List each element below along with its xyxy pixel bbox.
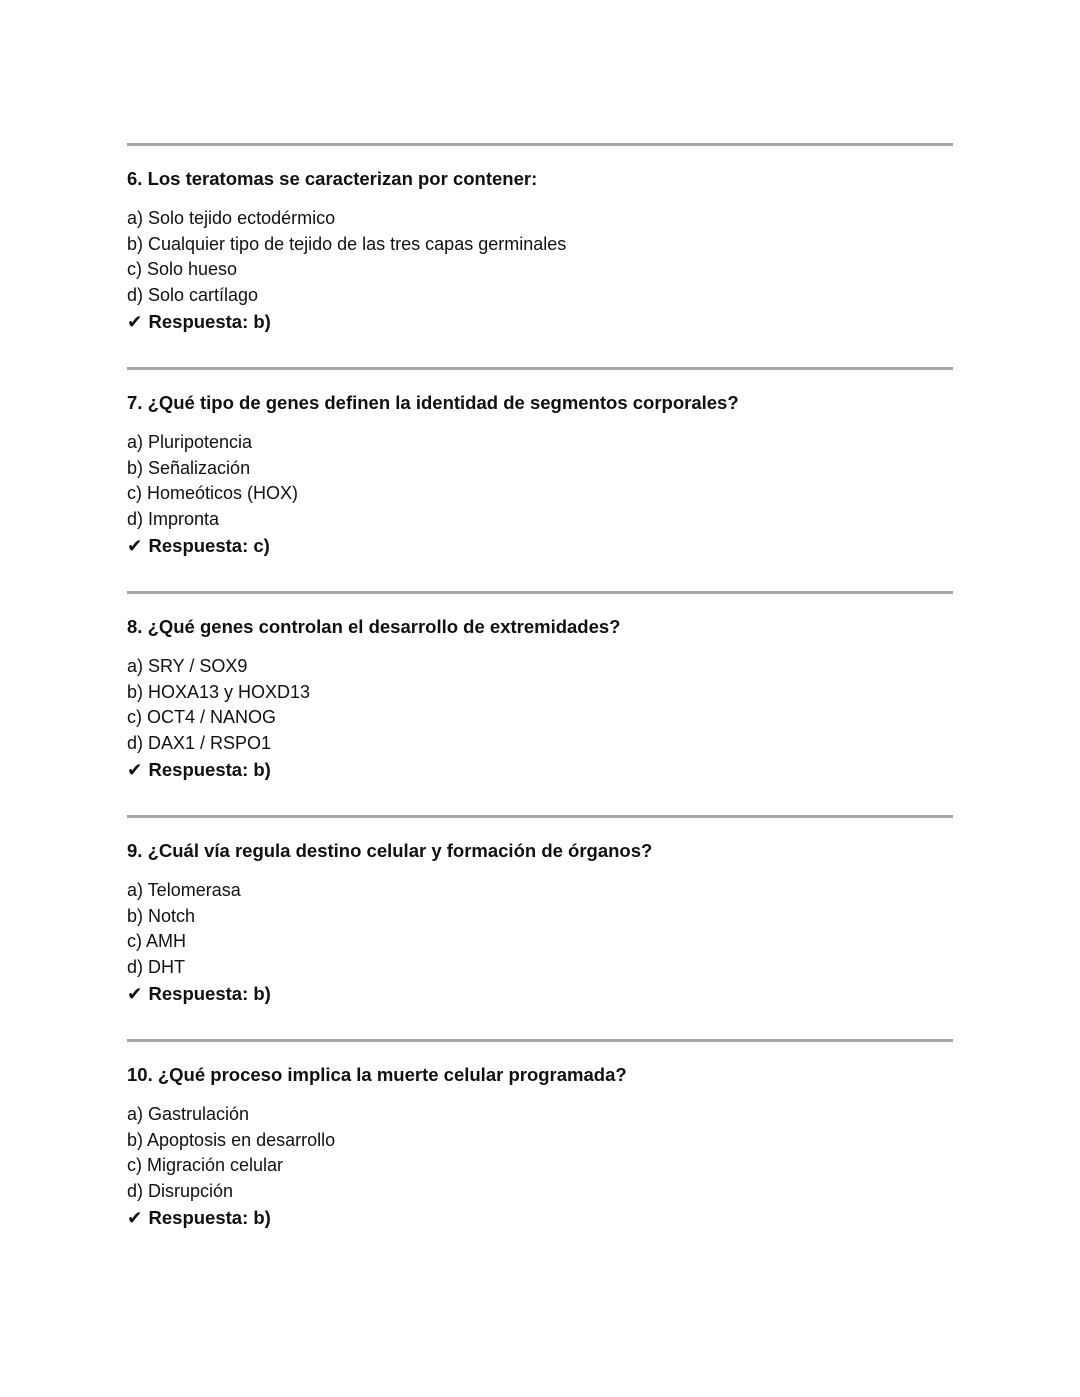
- option-b: b) Apoptosis en desarrollo: [127, 1129, 336, 1150]
- section-divider: [127, 1039, 953, 1042]
- option-d: d) DHT: [127, 956, 185, 977]
- answer-text: Respuesta: c): [148, 535, 270, 556]
- option-c: c) Migración celular: [127, 1155, 284, 1175]
- option-c: c) Solo hueso: [127, 259, 238, 279]
- section-divider: [127, 143, 953, 146]
- question-10: [127, 1039, 953, 1263]
- check-icon: ✔: [127, 760, 143, 781]
- question-title: 9. ¿Cuál vía regula destino celular y formación de órganos?: [127, 840, 653, 861]
- answer-text: Respuesta: b): [148, 759, 271, 780]
- option-a: a) SRY / SOX9: [127, 656, 248, 676]
- options-list: [127, 878, 241, 980]
- answer-line: [127, 534, 270, 559]
- check-icon: ✔: [127, 312, 143, 333]
- option-b: b) Notch: [127, 905, 196, 926]
- options-list: [127, 206, 566, 308]
- section-divider: [127, 591, 953, 594]
- question-title: 8. ¿Qué genes controlan el desarrollo de extremidades?: [127, 616, 621, 637]
- options-list: [127, 430, 298, 532]
- question-8: [127, 591, 953, 815]
- options-list: [127, 654, 310, 756]
- option-d: d) Solo cartílago: [127, 284, 259, 305]
- question-title: 6. Los teratomas se caracterizan por contener:: [127, 168, 538, 189]
- answer-text: Respuesta: b): [148, 1207, 271, 1228]
- quiz-page: [127, 143, 953, 1263]
- option-b: b) Señalización: [127, 457, 251, 478]
- option-b: b) HOXA13 y HOXD13: [127, 681, 311, 702]
- question-title: 7. ¿Qué tipo de genes definen la identidad de segmentos corporales?: [127, 392, 739, 413]
- section-divider: [127, 815, 953, 818]
- question-title: 10. ¿Qué proceso implica la muerte celular programada?: [127, 1064, 627, 1085]
- option-c: c) AMH: [127, 931, 187, 951]
- answer-line: [127, 310, 271, 335]
- answer-line: [127, 982, 271, 1007]
- option-a: a) Solo tejido ectodérmico: [127, 208, 336, 228]
- option-a: a) Telomerasa: [127, 880, 241, 900]
- check-icon: ✔: [127, 984, 143, 1005]
- option-d: d) DAX1 / RSPO1: [127, 732, 272, 753]
- question-7: [127, 367, 953, 591]
- question-9: [127, 815, 953, 1039]
- answer-line: [127, 758, 271, 783]
- option-a: a) Gastrulación: [127, 1104, 250, 1124]
- answer-text: Respuesta: b): [148, 983, 271, 1004]
- option-b: b) Cualquier tipo de tejido de las tres capas germinales: [127, 233, 567, 254]
- section-divider: [127, 367, 953, 370]
- question-6: [127, 143, 953, 367]
- option-a: a) Pluripotencia: [127, 432, 253, 452]
- answer-line: [127, 1206, 271, 1231]
- option-c: c) Homeóticos (HOX): [127, 483, 299, 503]
- answer-text: Respuesta: b): [148, 311, 271, 332]
- check-icon: ✔: [127, 1208, 143, 1229]
- check-icon: ✔: [127, 536, 143, 557]
- option-d: d) Impronta: [127, 508, 220, 529]
- options-list: [127, 1102, 335, 1204]
- option-d: d) Disrupción: [127, 1180, 234, 1201]
- option-c: c) OCT4 / NANOG: [127, 707, 277, 727]
